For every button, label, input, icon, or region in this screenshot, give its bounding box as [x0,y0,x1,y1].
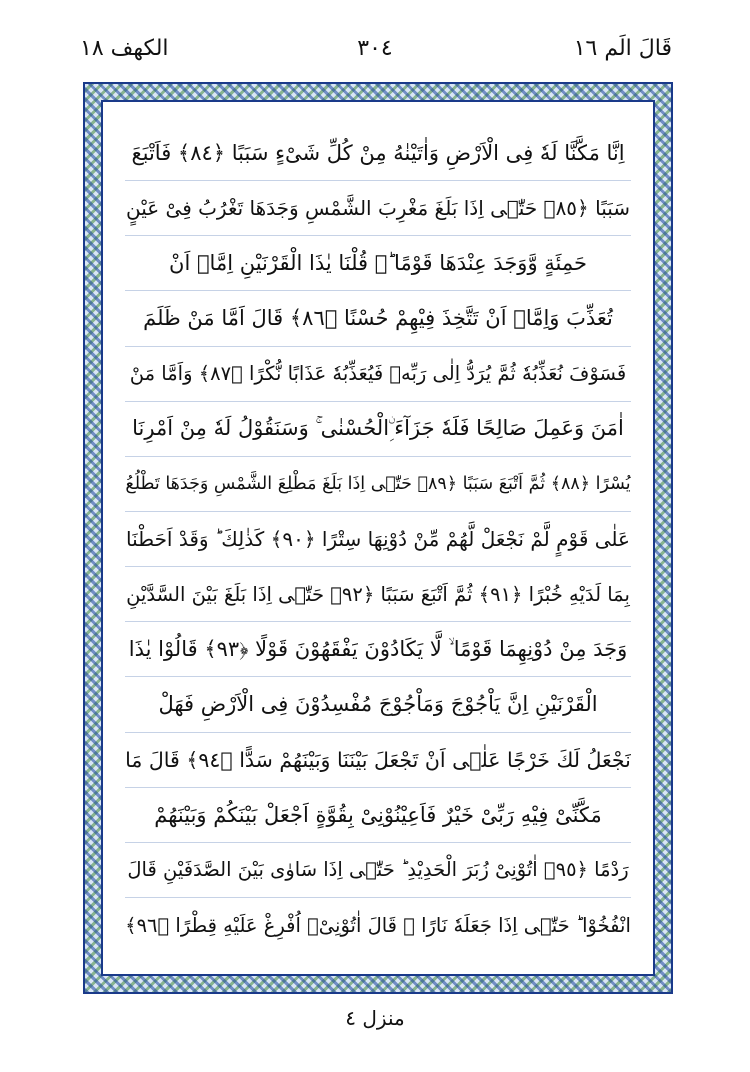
verse-line: رَدْمًا ﴿٩٥﴾ اٰتُوْنِیْ زُبَرَ الْحَدِیْدِ ؕ حَتّٰۤی اِذَا سَاوٰی بَیْنَ الصَّدَفَیْنِ قَالَ [125,843,631,898]
decorative-border-frame [83,82,673,994]
verse-line: تُعَذِّبَ وَاِمَّاۤ اَنْ تَتَّخِذَ فِیْهِمْ حُسْنًا ﴿٨٦﴾ قَالَ اَمَّا مَنْ ظَلَمَ [125,291,631,346]
verse-line: وَجَدَ مِنْ دُوْنِهِمَا قَوْمًا ۙ لَّا یَكَادُوْنَ یَفْقَهُوْنَ قَوْلًا ﴿٩٣﴾ قَالُوْا یٰذَا [125,622,631,677]
verse-line: مَكَّنِّیْ فِیْهِ رَبِّیْ خَیْرٌ فَاَعِیْنُوْنِیْ بِقُوَّةٍ اَجْعَلْ بَیْنَكُمْ وَبَیْنَهُمْ [125,788,631,843]
page-number: ٣٠٤ [357,36,393,61]
surah-name: الكهف ١٨ [80,36,169,61]
verse-line: الْقَرْنَیْنِ اِنَّ یَاْجُوْجَ وَمَاْجُوْجَ مُفْسِدُوْنَ فِی الْاَرْضِ فَهَلْ [125,677,631,732]
verse-line: اِنَّا مَكَّنَّا لَهٗ فِی الْاَرْضِ وَاٰتَیْنٰهُ مِنْ كُلِّ شَیْءٍ سَبَبًا ﴿٨٤﴾ فَاَتْبَعَ [125,126,631,181]
verse-line: انْفُخُوْا ؕ حَتّٰۤی اِذَا جَعَلَهٗ نَارًا ۙ قَالَ اٰتُوْنِیْۤ اُفْرِغْ عَلَیْهِ قِطْرًا ﴿٩٦﴾ [125,913,631,937]
verse-line: عَلٰی قَوْمٍ لَّمْ نَجْعَلْ لَّهُمْ مِّنْ دُوْنِهَا سِتْرًا ﴿٩٠﴾ كَذٰلِكَ ؕ وَقَدْ اَحَطْنَا [125,512,631,567]
verse-line: بِمَا لَدَیْهِ خُبْرًا ﴿٩١﴾ ثُمَّ اَتْبَعَ سَبَبًا ﴿٩٢﴾ حَتّٰۤی اِذَا بَلَغَ بَیْنَ السَّدَّیْنِ [125,567,631,622]
verse-line: فَسَوْفَ نُعَذِّبُهٗ ثُمَّ یُرَدُّ اِلٰی رَبِّهٖ فَیُعَذِّبُهٗ عَذَابًا نُّكْرًا ﴿٨٧﴾ وَاَمَّا مَنْ [125,347,631,402]
verse-lines [125,126,631,952]
verse-line: یُسْرًا ﴿٨٨﴾ ثُمَّ اَتْبَعَ سَبَبًا ﴿٨٩﴾ حَتّٰۤی اِذَا بَلَغَ مَطْلِعَ الشَّمْسِ وَجَدَهَا تَطْلُعُ [125,457,631,512]
verse-line: سَبَبًا ﴿٨٥﴾ حَتّٰۤی اِذَا بَلَغَ مَغْرِبَ الشَّمْسِ وَجَدَهَا تَغْرُبُ فِیْ عَیْنٍ [125,181,631,236]
page-header [0,0,750,80]
verse-line: حَمِئَةٍ وَّوَجَدَ عِنْدَهَا قَوْمًا ؕ۬ قُلْنَا یٰذَا الْقَرْنَیْنِ اِمَّاۤ اَنْ [125,236,631,291]
text-panel [101,100,655,976]
manzil-footer: منزل ٤ [345,1006,405,1030]
verse-line: اٰمَنَ وَعَمِلَ صَالِحًا فَلَهٗ جَزَآءَ ِۨالْحُسْنٰی ۚ وَسَنَقُوْلُ لَهٗ مِنْ اَمْرِنَا [125,402,631,457]
verse-line: نَجْعَلُ لَكَ خَرْجًا عَلٰۤی اَنْ تَجْعَلَ بَیْنَنَا وَبَیْنَهُمْ سَدًّا ﴿٩٤﴾ قَالَ مَا [125,733,631,788]
juz-name: قَالَ الَم ١٦ [573,36,672,61]
